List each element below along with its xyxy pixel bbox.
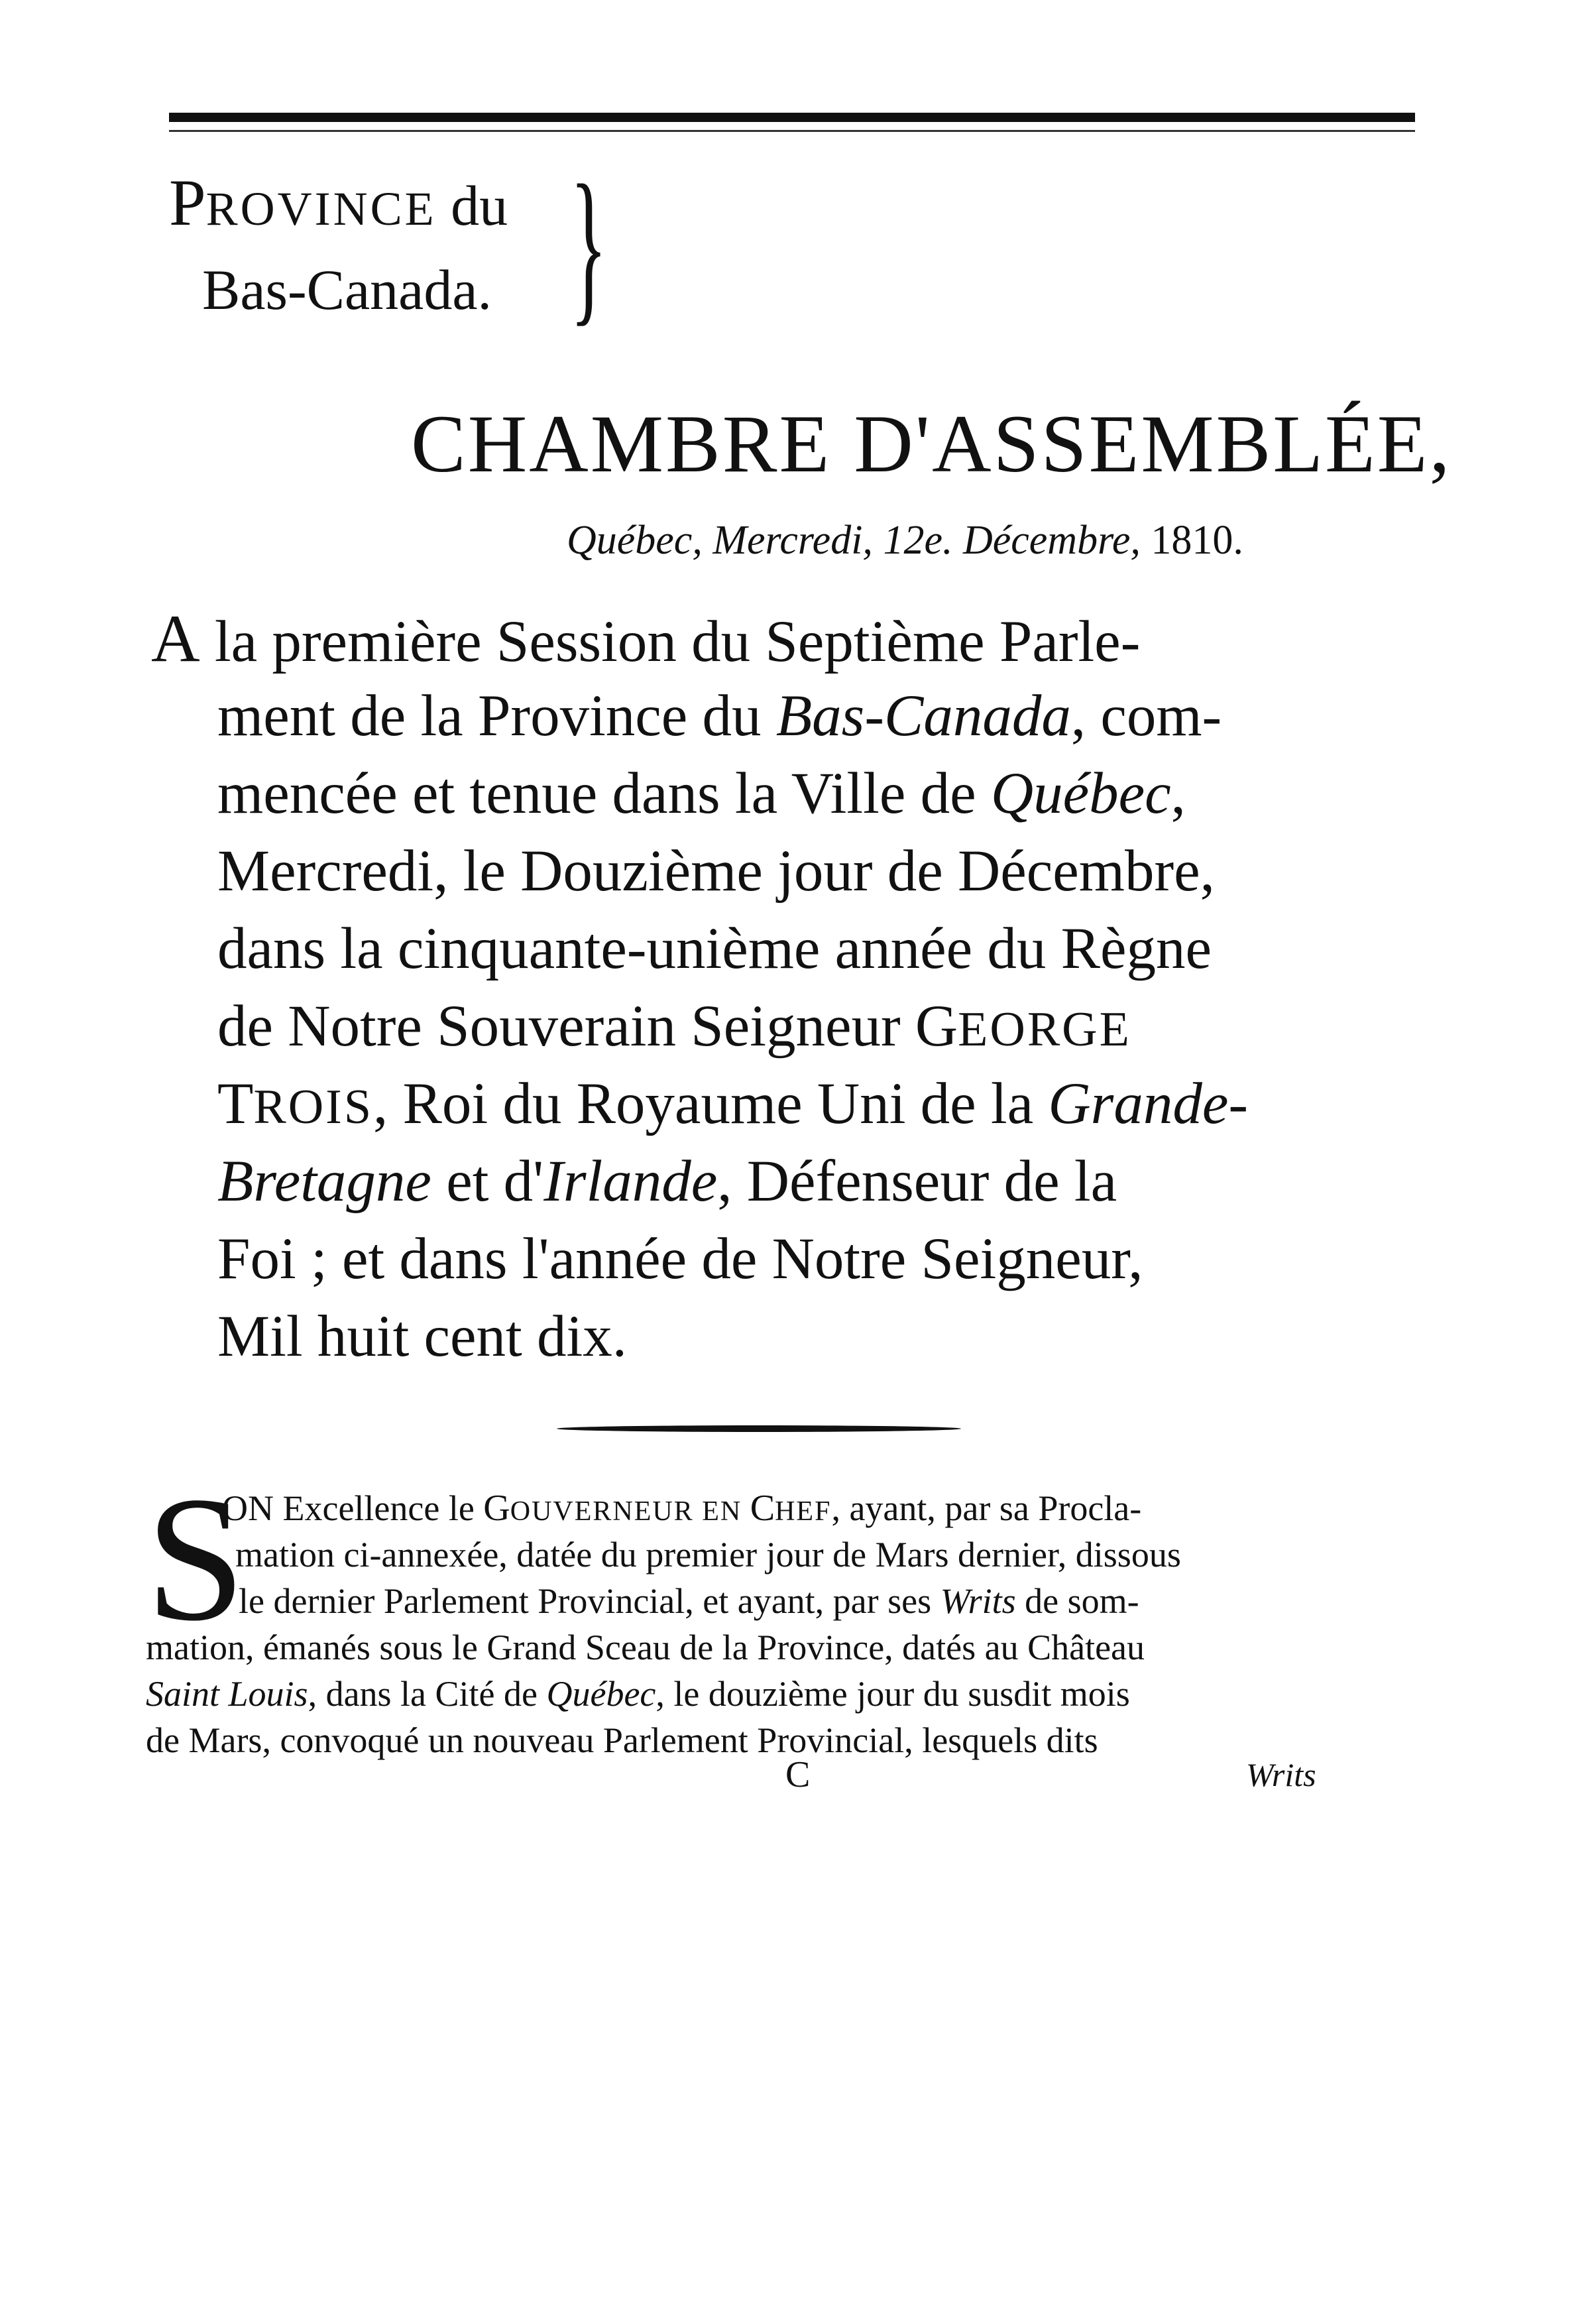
top-rule-thin <box>169 130 1415 132</box>
province-heading <box>169 162 508 330</box>
lower-line-5: Saint Louis, dans la Cité de Québec, le douzième jour du susdit mois <box>146 1674 1130 1714</box>
chamber-title: CHAMBRE D'ASSEMBLÉE, <box>411 398 1452 489</box>
top-rule <box>169 113 1415 122</box>
date-year: 1810. <box>1151 518 1243 563</box>
drop-cap: S <box>146 1460 246 1658</box>
signature-mark: C <box>785 1754 811 1795</box>
dateline <box>567 514 1243 567</box>
province-line-2: Bas-Canada. <box>202 258 492 322</box>
lower-line-2: mation ci-annexée, datée du premier jour de Mars dernier, dissous <box>235 1535 1181 1575</box>
date-city: Québec, <box>567 518 703 563</box>
proclamation-paragraph <box>146 1460 1405 1763</box>
main-line-5: dans la cinquante-unième année du Règne <box>217 916 1212 981</box>
date-month: Décembre, <box>962 518 1141 563</box>
main-line-2: ment de la Province du Bas-Canada, com- <box>217 684 1222 748</box>
lower-line-3: le dernier Parlement Provincial, et ayant, par ses Writs de som- <box>239 1581 1139 1621</box>
main-line-10: Mil huit cent dix. <box>217 1304 628 1369</box>
ornament-rule <box>557 1425 961 1432</box>
main-line-9: Foi ; et dans l'année de Notre Seigneur, <box>217 1226 1143 1291</box>
main-line-3: mencée et tenue dans la Ville de Québec, <box>217 761 1186 826</box>
lower-line-1: ON Excellence le GOUVERNEUR EN CHEF, ayant, par sa Procla- <box>222 1488 1142 1529</box>
catchword: Writs <box>1246 1756 1316 1793</box>
main-line-4: Mercredi, le Douzième jour de Décembre, <box>217 839 1215 904</box>
lower-line-6: de Mars, convoqué un nouveau Parlement Provincial, lesquels dits <box>146 1720 1098 1760</box>
province-brace: } <box>570 150 608 341</box>
main-line-8: Bretagne et d'Irlande, Défenseur de la <box>217 1149 1117 1214</box>
province-line-1: PROVINCE du <box>169 166 508 239</box>
lower-line-4: mation, émanés sous le Grand Sceau de la Province, datés au Château <box>146 1628 1145 1667</box>
main-line-7: TROIS, Roi du Royaume Uni de la Grande- <box>217 1071 1248 1136</box>
main-paragraph <box>151 600 1410 1376</box>
main-line-6: de Notre Souverain Seigneur GEORGE <box>217 994 1131 1059</box>
date-num: 12e. <box>883 518 953 563</box>
main-line-1: A la première Session du Septième Parle- <box>151 601 1141 676</box>
date-day: Mercredi, <box>712 518 873 563</box>
